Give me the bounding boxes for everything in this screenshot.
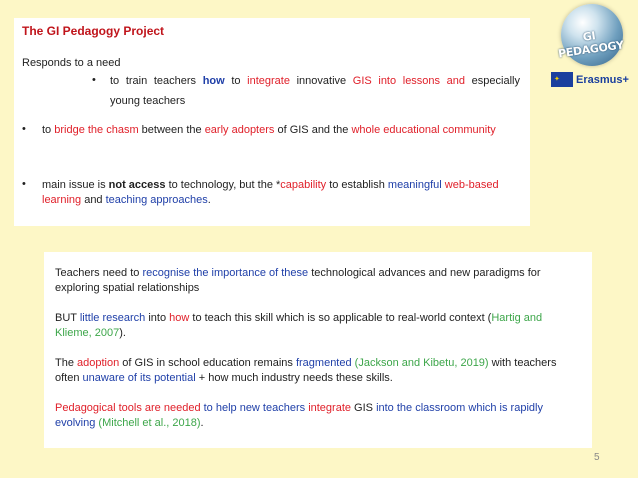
para-1-line-1 <box>55 266 541 280</box>
p3-s4: fragmented <box>295 357 352 369</box>
bullet-1-continuation: young teachers <box>110 95 186 107</box>
p2-s6: Hartig and <box>491 312 543 324</box>
p4-l2s1: evolving <box>55 417 96 429</box>
p3-s1: The <box>55 357 78 369</box>
eu-flag-icon <box>551 72 573 87</box>
b3-s4: capability <box>280 179 327 191</box>
erasmus-label: Erasmus+ <box>576 74 629 86</box>
p3-s2: adoption <box>77 357 120 369</box>
b1-s1: to train teachers <box>110 75 203 87</box>
project-summary-box <box>14 18 530 226</box>
b3-s1: main issue is <box>42 179 109 191</box>
bullet-3-marker: • <box>22 178 26 190</box>
b1-s6: GIS into lessons and <box>352 75 466 87</box>
rationale-box <box>44 252 592 448</box>
p2-l2s1: Klieme, 2007 <box>55 327 120 339</box>
b3-s6: meaningful <box>387 179 442 191</box>
slide-title: The GI Pedagogy Project <box>22 24 165 38</box>
para-3-line-1 <box>55 356 556 370</box>
p3-s7: with teachers <box>488 357 557 369</box>
p4-s4: GIS <box>351 402 377 414</box>
b3-s3: to technology, but the * <box>165 179 281 191</box>
b2-s5: of GIS and the <box>274 124 352 136</box>
page-number: 5 <box>594 452 600 463</box>
p4-l2s4: . <box>200 417 204 429</box>
b2-s3: between the <box>138 124 205 136</box>
p4-s1: Pedagogical tools are needed <box>55 402 201 414</box>
p1-s3: technological advances and new paradigms for <box>308 267 541 279</box>
bullet-1-text <box>110 74 520 88</box>
p3-l2s3: + how much industry needs these skills. <box>195 372 393 384</box>
gi-pedagogy-logo <box>549 4 629 92</box>
para-4-line-2 <box>55 416 204 430</box>
para-1-line-2: exploring spatial relationships <box>55 282 200 294</box>
p4-s2: to help new teachers <box>200 402 309 414</box>
p2-s3: into <box>145 312 170 324</box>
p4-s5: into the classroom which is rapidly <box>376 402 543 414</box>
b3-s8: web-based <box>444 179 499 191</box>
bullet-2-text <box>42 123 496 137</box>
p3-l2s2: unaware of its potential <box>82 372 196 384</box>
para-4-line-1 <box>55 401 543 415</box>
p2-s2: little research <box>79 312 146 324</box>
p2-s5: to teach this skill which is so applicable to real-world context ( <box>189 312 492 324</box>
b3-l2s1: learning <box>42 194 82 206</box>
p3-s6: (Jackson and Kibetu, 2019) <box>354 357 489 369</box>
b3-l2s3: teaching approaches <box>105 194 208 206</box>
p2-l2s2: ). <box>119 327 126 339</box>
p4-l2s3: (Mitchell et al., 2018) <box>98 417 201 429</box>
bullet-3-continuation <box>42 193 211 207</box>
b3-s5: to establish <box>326 179 388 191</box>
b1-s5: innovative <box>289 75 353 87</box>
b1-s4: integrate <box>247 75 290 87</box>
b3-s2: not access <box>108 179 166 191</box>
b2-s6: whole educational community <box>351 124 496 136</box>
bullet-2-marker: • <box>22 123 26 135</box>
p1-s2: recognise the importance of these <box>142 267 309 279</box>
p3-l2s1: often <box>55 372 83 384</box>
b1-s2: how <box>202 75 225 87</box>
para-2-line-1 <box>55 311 542 325</box>
b2-s2: bridge the chasm <box>54 124 139 136</box>
p1-s1: Teachers need to <box>55 267 143 279</box>
b3-l2s2: and <box>81 194 106 206</box>
b1-s7: especially <box>465 75 520 87</box>
eu-stars: ✦ <box>554 76 560 83</box>
bullet-3-text <box>42 178 499 192</box>
p2-s1: BUT <box>55 312 80 324</box>
intro-text: Responds to a need <box>22 57 121 69</box>
b3-l2s4: . <box>207 194 211 206</box>
b1-s3: to <box>224 75 248 87</box>
p4-s3: integrate <box>308 402 351 414</box>
para-2-line-2 <box>55 326 126 340</box>
b2-s4: early adopters <box>204 124 275 136</box>
para-3-line-2 <box>55 371 393 385</box>
p3-s3: of GIS in school education remains <box>119 357 296 369</box>
b2-s1: to <box>42 124 55 136</box>
bullet-1-marker: • <box>92 74 96 86</box>
p2-s4: how <box>169 312 190 324</box>
logo-text: GI PEDAGOGY <box>557 29 625 61</box>
